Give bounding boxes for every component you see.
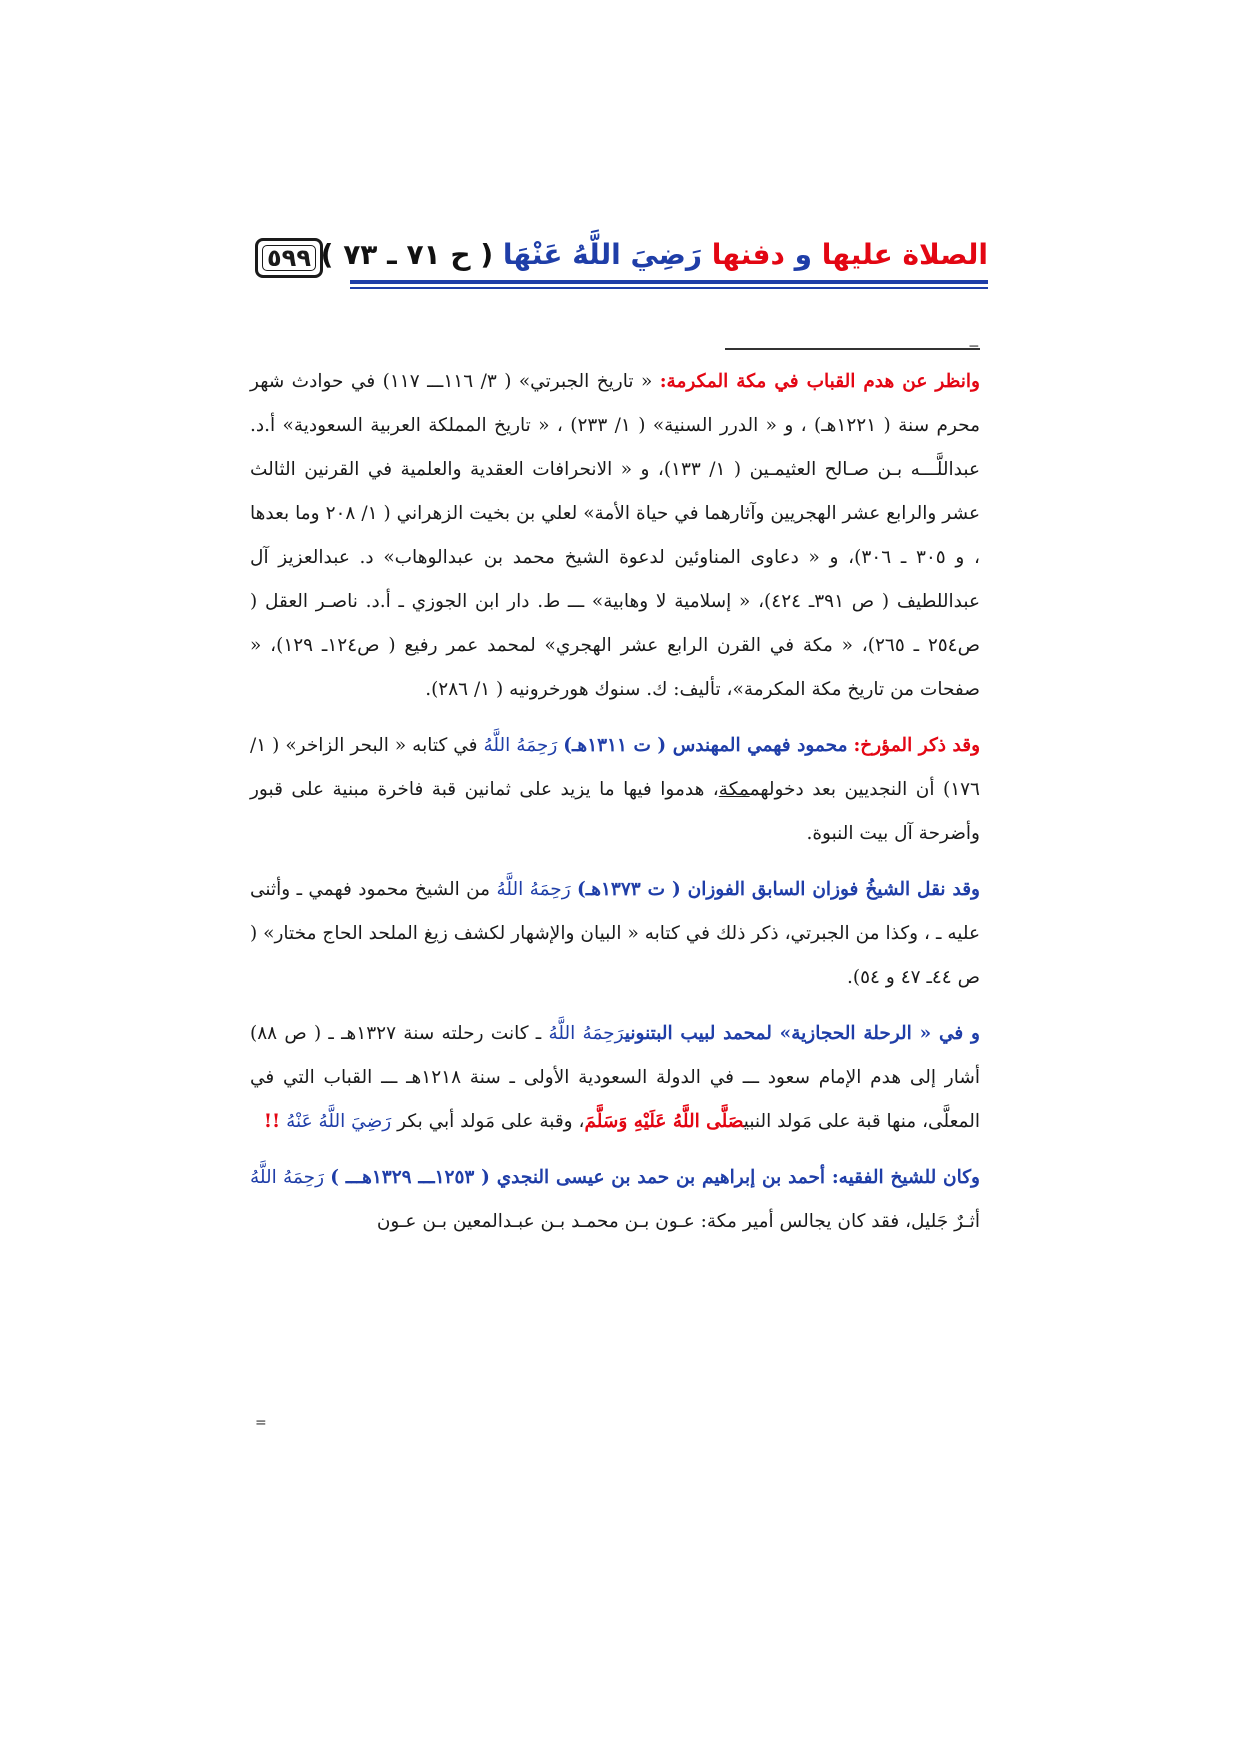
- paragraph-batanouni: [250, 1012, 980, 1144]
- footnote-continuation-mark-bottom: =: [255, 1415, 267, 1431]
- paragraph-fawzan: [250, 868, 980, 1000]
- paragraph-text: أثـرٌ جَليل، فقد كان يجالس أمير مكة: عـون بـن محمـد بـن عبـدالمعين بـن عـون: [376, 1211, 980, 1232]
- paragraph-text: ، وقبة على مَولد أبي بكر: [397, 1111, 585, 1132]
- paragraph-mahmoud-fahmi: [250, 724, 980, 856]
- paragraph-text: من الشيخ محمود فهمي ـ وأثنى عليه ـ ، وكذا من الجبرتي، ذكر ذلك في كتابه « البيان والإشهار لكشف زيغ الملحد الحاج مختار» ( ص ٤٤ـ ٤٧ و ٥٤).: [250, 879, 980, 988]
- running-title: [321, 238, 988, 271]
- paragraph-text: ، هدموا فيها ما يزيد على ثمانين قبة فاخرة مبنية على قبور وأضرحة آل بيت النبوة.: [250, 779, 980, 844]
- footnote-separator: [725, 348, 980, 350]
- honorific: رَحِمَهُ اللَّهُ: [548, 1023, 625, 1044]
- footnote-body: [250, 360, 980, 1256]
- salawat: صَلَّى اللَّهُ عَلَيْهِ وَسَلَّمَ: [584, 1111, 744, 1132]
- honorific: رَحِمَهُ اللَّهُ: [496, 879, 571, 900]
- paragraph-text: في كتابه « البحر الزاخر» ( ١/ ١٧٦) أن النجديين بعد دخولهم: [250, 735, 980, 800]
- title-part-prayer: الصلاة عليها: [821, 238, 988, 271]
- exclamation: !!: [263, 1111, 281, 1132]
- title-honorific: رَضِيَ اللَّهُ عَنْهَا: [502, 238, 702, 271]
- underlined-word: مكة: [718, 779, 750, 800]
- paragraph-lead: وقد ذكر المؤرخ:: [853, 735, 981, 756]
- title-hadith-ref: ( ح ٧١ ـ ٧٣ ): [320, 238, 494, 271]
- honorific: رَضِيَ اللَّهُ عَنْهُ: [286, 1111, 392, 1132]
- paragraph-ahmad-najdi: [250, 1156, 980, 1244]
- paragraph-lead: و في « الرحلة الحجازية» لمحمد لبيب البتنوني: [624, 1023, 980, 1044]
- paragraph-qubab-references: [250, 360, 980, 712]
- paragraph-lead: وانظر عن هدم القباب في مكة المكرمة:: [659, 371, 980, 392]
- paragraph-lead: وقد نقل الشيخُ فوزان السابق الفوزان ( ت ١٣٧٣هـ): [577, 879, 980, 900]
- page-number: ٥٩٩: [255, 238, 323, 278]
- honorific: رَحِمَهُ اللَّهُ: [483, 735, 558, 756]
- header-rule-thin: [350, 287, 988, 289]
- footnote-continuation-mark-top: =: [968, 340, 980, 356]
- page-header: [255, 230, 988, 286]
- title-part-burial: دفنها: [711, 238, 785, 271]
- honorific: رَحِمَهُ اللَّهُ: [250, 1167, 325, 1188]
- paragraph-lead: وكان للشيخ الفقيه: أحمد بن إبراهيم بن حمد بن عيسى النجدي ( ١٢٥٣ـــ ١٣٢٩هـــ ): [330, 1167, 980, 1188]
- person-name: محمود فهمي المهندس ( ت ١٣١١هـ): [563, 735, 848, 756]
- paragraph-text: ـ كانت رحلته سنة ١٣٢٧هـ ـ ( ص ٨٨) أشار إلى هدم الإمام سعود ـــ في الدولة السعودية الأولى ـ سنة ١٢١٨هـ ـــ القباب التي في المعلَّى، منها قبة على مَولد النبي: [250, 1023, 980, 1132]
- title-part-and: و: [794, 238, 813, 271]
- header-rule-thick: [350, 280, 988, 284]
- paragraph-text: « تاريخ الجبرتي» ( ٣/ ١١٦ـــ ١١٧) في حوادث شهر محرم سنة ( ١٢٢١هـ) ، و « الدرر السنية» ( ١/ ٢٣٣) ، « تاريخ المملكة العربية السعودية» أ.د. عبداللَّـــه بـن صـالح العثيمـين ( ١/ ١٣٣)، و « الانحرافات العقدية والعلمية في القرنين الثالث عشر والرابع عشر الهجريين وآثارهما في حياة الأمة» لعلي بن بخيت الزهراني ( ١/ ٢٠٨ وما بعدها ، و ٣٠٥ ـ ٣٠٦)، و « دعاوى المناوئين لدعوة الشيخ محمد بن عبدالوهاب» د. عبدالعزيز آل عبداللطيف ( ص ٣٩١ـ ٤٢٤)، « إسلامية لا وهابية» ـــ ط. دار ابن الجوزي ـ أ.د. ناصـر العقل ( ص٢٥٤ ـ ٢٦٥)، « مكة في القرن الرابع عشر الهجري» لمحمد عمر رفيع ( ص١٢٤ـ ١٢٩)، « صفحات من تاريخ مكة المكرمة»، تأليف: ك. سنوك هورخرونيه ( ١/ ٢٨٦).: [250, 371, 981, 700]
